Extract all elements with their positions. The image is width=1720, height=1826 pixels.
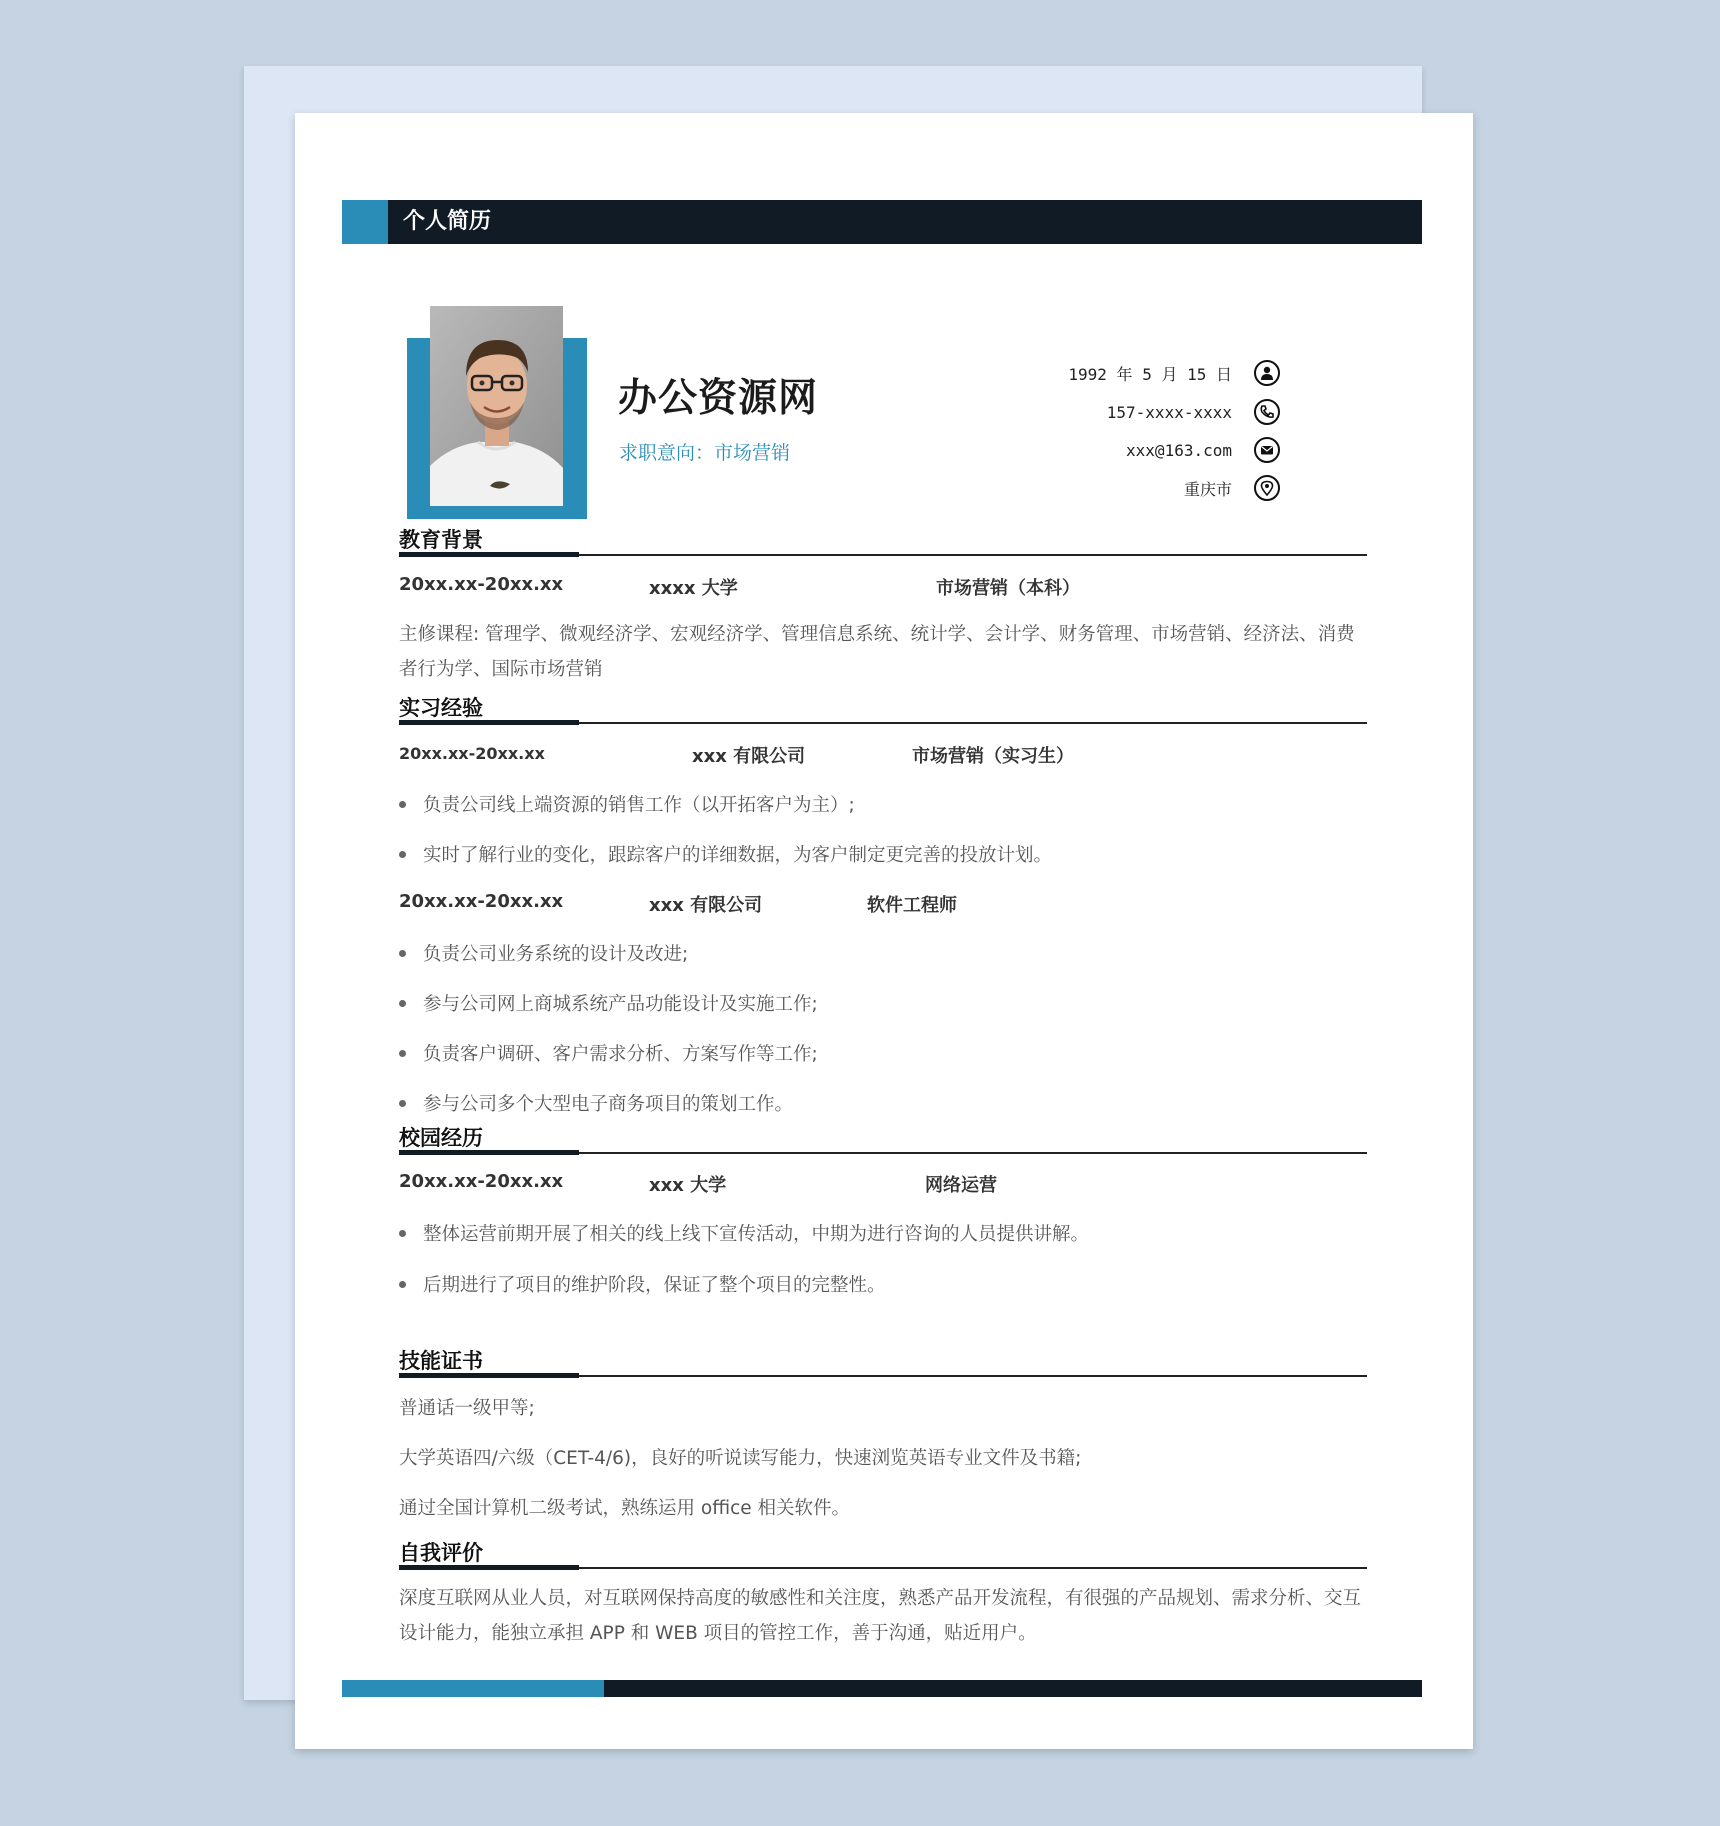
bullet-dot <box>399 801 406 808</box>
user-icon <box>1254 360 1280 386</box>
bullet-dot <box>399 1281 406 1288</box>
job-1-company: xxx 有限公司 <box>692 746 806 767</box>
list-item <box>399 990 818 1016</box>
job-2-role: 软件工程师 <box>867 895 957 916</box>
skill-item-3: 通过全国计算机二级考试，熟练运用 office 相关软件。 <box>399 1498 851 1519</box>
skills-title: 技能证书 <box>399 1349 483 1373</box>
bullet-dot <box>399 950 406 957</box>
education-courses: 主修课程: 管理学、微观经济学、宏观经济学、管理信息系统、统计学、会计学、财务管理、市场营销、经济法、消费者行为学、国际市场营销 <box>399 624 1355 680</box>
phone-text: 157-xxxx-xxxx <box>1106 402 1232 422</box>
contact-email <box>1126 434 1280 466</box>
self-divider-accent <box>399 1565 579 1570</box>
campus-role: 网络运营 <box>925 1175 997 1196</box>
campus-school: xxx 大学 <box>649 1175 727 1196</box>
job-2-item-3: 负责客户调研、客户需求分析、方案写作等工作; <box>423 1044 818 1065</box>
mail-icon <box>1254 437 1280 463</box>
education-title: 教育背景 <box>399 528 483 552</box>
candidate-name: 办公资源网 <box>618 376 819 421</box>
email-text: xxx@163.com <box>1126 440 1232 460</box>
footer-accent <box>342 1680 604 1697</box>
education-school: xxxx 大学 <box>649 578 738 599</box>
job-2-item-2: 参与公司网上商城系统产品功能设计及实施工作; <box>423 994 818 1015</box>
job-2-period: 20xx.xx-20xx.xx <box>399 891 564 912</box>
list-item <box>399 1271 886 1297</box>
list-item <box>399 791 855 817</box>
campus-item-2: 后期进行了项目的维护阶段，保证了整个项目的完整性。 <box>423 1275 886 1296</box>
bullet-dot <box>399 1000 406 1007</box>
location-icon <box>1254 475 1280 501</box>
campus-divider-accent <box>399 1150 579 1155</box>
education-divider-accent <box>399 552 579 557</box>
resume-title: 个人简历 <box>403 209 492 234</box>
bullet-dot <box>399 1100 406 1107</box>
header-accent <box>342 200 388 244</box>
bullet-dot <box>399 851 406 858</box>
skill-item-2: 大学英语四/六级（CET-4/6)，良好的听说读写能力，快速浏览英语专业文件及书籍; <box>399 1448 1082 1469</box>
location-text: 重庆市 <box>1183 479 1232 499</box>
job-2-item-4: 参与公司多个大型电子商务项目的策划工作。 <box>423 1094 794 1115</box>
list-item <box>399 940 688 966</box>
bullet-dot <box>399 1230 406 1237</box>
self-title: 自我评价 <box>399 1541 483 1565</box>
job-1-role: 市场营销（实习生） <box>912 746 1074 767</box>
profile-photo <box>430 306 563 506</box>
resume-page <box>295 113 1473 1749</box>
contact-phone <box>1107 396 1280 428</box>
self-evaluation-text: 深度互联网从业人员，对互联网保持高度的敏感性和关注度，熟悉产品开发流程，有很强的产品规划、需求分析、交互设计能力，能独立承担 APP 和 WEB 项目的管控工作，善于沟通，贴近用户。 <box>399 1588 1362 1644</box>
education-period: 20xx.xx-20xx.xx <box>399 574 564 595</box>
bullet-dot <box>399 1050 406 1057</box>
skills-divider-accent <box>399 1373 579 1378</box>
footer-bar <box>342 1680 1422 1697</box>
contact-location <box>1184 472 1280 504</box>
phone-icon <box>1254 399 1280 425</box>
skill-item-1: 普通话一级甲等; <box>399 1398 535 1419</box>
list-item <box>399 1090 793 1116</box>
job-1-period: 20xx.xx-20xx.xx <box>399 744 545 763</box>
birthday-text: 1992 年 5 月 15 日 <box>1068 364 1232 384</box>
list-item <box>399 1220 1089 1246</box>
internship-divider-accent <box>399 720 579 725</box>
header-bar <box>342 200 1422 244</box>
campus-period: 20xx.xx-20xx.xx <box>399 1171 564 1192</box>
list-item <box>399 1040 818 1066</box>
job-2-item-1: 负责公司业务系统的设计及改进; <box>423 944 689 965</box>
contact-birthday <box>1068 357 1280 389</box>
list-item <box>399 841 1052 867</box>
job-1-item-2: 实时了解行业的变化，跟踪客户的详细数据，为客户制定更完善的投放计划。 <box>423 845 1053 866</box>
job-intent: 求职意向：市场营销 <box>619 442 791 464</box>
job-2-company: xxx 有限公司 <box>649 895 763 916</box>
education-major: 市场营销（本科） <box>936 578 1080 599</box>
campus-item-1: 整体运营前期开展了相关的线上线下宣传活动，中期为进行咨询的人员提供讲解。 <box>423 1224 1090 1245</box>
campus-title: 校园经历 <box>399 1126 483 1150</box>
job-1-item-1: 负责公司线上端资源的销售工作（以开拓客户为主）; <box>423 795 855 816</box>
internship-title: 实习经验 <box>399 696 483 720</box>
